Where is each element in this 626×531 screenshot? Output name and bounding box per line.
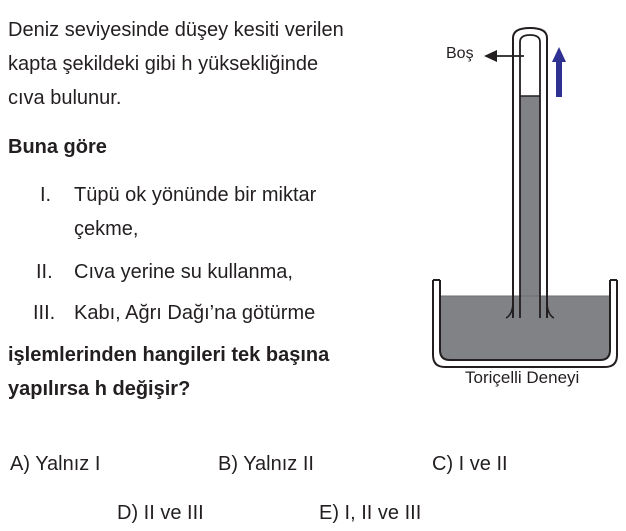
option-a[interactable]: A) Yalnız I <box>10 453 101 475</box>
intro-line-1: Deniz seviyesinde düşey kesiti verilen <box>8 19 344 41</box>
option-c[interactable]: C) I ve II <box>432 453 508 475</box>
empty-space-arrow-icon <box>484 50 524 62</box>
item-2-line-1: Cıva yerine su kullanma, <box>74 261 293 283</box>
option-d[interactable]: D) II ve III <box>117 502 204 524</box>
intro-line-3: cıva bulunur. <box>8 87 122 109</box>
prompt-heading: Buna göre <box>8 136 107 158</box>
item-3-line-1: Kabı, Ağrı Dağı’na götürme <box>74 302 316 324</box>
item-1-line-2: çekme, <box>74 218 139 240</box>
option-e[interactable]: E) I, II ve III <box>319 502 422 524</box>
pull-direction-arrow-icon <box>552 47 566 97</box>
figure-caption: Toriçelli Deneyi <box>465 368 580 387</box>
item-1-numeral: I. <box>40 184 52 206</box>
option-b[interactable]: B) Yalnız II <box>218 453 314 475</box>
item-1-line-1: Tüpü ok yönünde bir miktar <box>74 184 317 206</box>
conclusion-line-1: işlemlerinden hangileri tek başına <box>8 344 330 366</box>
intro-line-2: kapta şekildeki gibi h yüksekliğinde <box>8 53 319 75</box>
item-3-numeral: III. <box>33 302 56 324</box>
basin-mercury <box>440 296 610 360</box>
empty-label: Boş <box>446 45 474 62</box>
conclusion-line-2: yapılırsa h değişir? <box>8 378 191 400</box>
tube-mercury-column <box>520 96 540 301</box>
item-2-numeral: II. <box>36 261 53 283</box>
